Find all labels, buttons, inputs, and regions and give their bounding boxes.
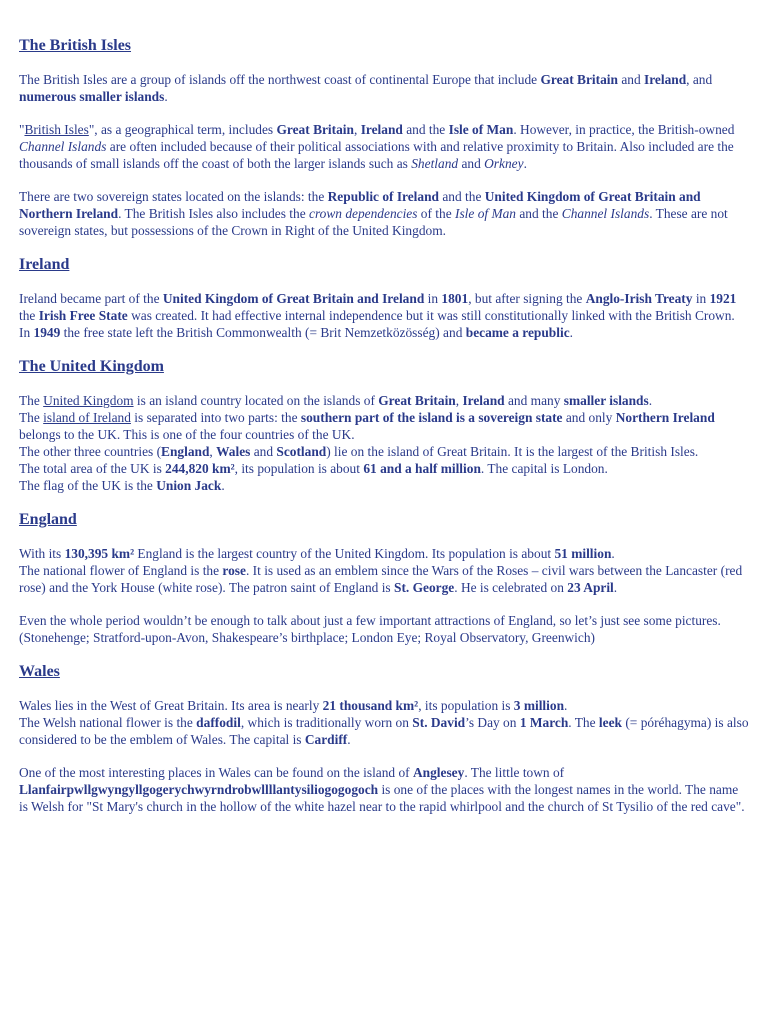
text-run: , bbox=[455, 393, 463, 408]
paragraph bbox=[19, 392, 749, 494]
section-heading: Wales bbox=[19, 663, 60, 680]
bold-text: 23 April bbox=[567, 580, 614, 595]
bold-text: 1921 bbox=[709, 291, 737, 306]
bold-text: Great Britain bbox=[540, 72, 618, 87]
text-run: and many bbox=[504, 393, 564, 408]
underlined-text: British Isles bbox=[24, 122, 89, 137]
text-run: . These are not sovereign states, but possessions of the Crown in Right of the United Kingdom. bbox=[19, 206, 728, 238]
bold-text: southern part of the island is a sovereign state bbox=[300, 410, 563, 425]
section-the-british-isles bbox=[19, 36, 749, 239]
text-run: The Welsh national flower is the bbox=[19, 715, 197, 730]
text-run: was created. It had effective internal independence but it was still constitutionally linked with the British Crown. In bbox=[19, 308, 735, 340]
bold-text: 61 and a half million bbox=[363, 461, 481, 476]
bold-text: Irish Free State bbox=[38, 308, 128, 323]
italic-text: crown dependencies bbox=[309, 206, 418, 221]
italic-text: Orkney bbox=[484, 156, 524, 171]
text-run: There are two sovereign states located on the islands: the bbox=[19, 189, 328, 204]
text-run: are often included because of their political associations with and relative proximity to Britain. Also included are the thousands of small islands off the coast of both the larger islands such as bbox=[19, 139, 734, 171]
bold-text: 21 thousand km² bbox=[322, 698, 419, 713]
text-run: Ireland became part of the bbox=[19, 291, 163, 306]
bold-text: Great Britain bbox=[378, 393, 456, 408]
text-run: . bbox=[523, 156, 527, 171]
bold-text: Republic of Ireland bbox=[327, 189, 439, 204]
paragraph bbox=[19, 71, 749, 105]
bold-text: rose bbox=[222, 563, 246, 578]
section-the-united-kingdom bbox=[19, 357, 749, 494]
text-run: The other three countries ( bbox=[19, 444, 162, 459]
text-run: . bbox=[221, 478, 225, 493]
text-run: , its population is about bbox=[234, 461, 364, 476]
text-run: ) lie on the island of Great Britain. It is the largest of the British Isles. bbox=[326, 444, 699, 459]
bold-text: Isle of Man bbox=[448, 122, 514, 137]
bold-text: 130,395 km² bbox=[64, 546, 135, 561]
italic-text: Channel Islands bbox=[561, 206, 650, 221]
bold-text: 3 million bbox=[513, 698, 565, 713]
bold-text: Union Jack bbox=[156, 478, 222, 493]
text-run: . The capital is London. bbox=[480, 461, 608, 476]
bold-text: United Kingdom of Great Britain and Northern Ireland bbox=[19, 189, 701, 221]
text-run: and only bbox=[562, 410, 616, 425]
text-run: Even the whole period wouldn’t be enough to talk about just a few important attractions of England, so let’s just see some pictures. (Stonehenge; Stratford-upon-Avon, Shakespeare’s birthplace; London Eye; Royal Observatory, Greenwich) bbox=[19, 613, 721, 645]
bold-text: 244,820 km² bbox=[165, 461, 235, 476]
text-run: . However, in practice, the British-owned bbox=[513, 122, 735, 137]
text-run: . bbox=[569, 325, 573, 340]
text-run: The British Isles are a group of islands off the northwest coast of continental Europe that include bbox=[19, 72, 541, 87]
bold-text: 1 March bbox=[519, 715, 569, 730]
bold-text: Anglo-Irish Treaty bbox=[585, 291, 693, 306]
text-run: (= póréhagyma) is also considered to be the emblem of Wales. The capital is bbox=[19, 715, 749, 747]
bold-text: Scotland bbox=[276, 444, 327, 459]
text-run: the free state left the British Commonwealth (= Brit Nemzetközösség) and bbox=[60, 325, 466, 340]
bold-text: 51 million bbox=[554, 546, 612, 561]
text-run: . The bbox=[568, 715, 599, 730]
underlined-text: island of Ireland bbox=[43, 410, 131, 425]
bold-text: smaller islands bbox=[563, 393, 649, 408]
bold-text: daffodil bbox=[196, 715, 241, 730]
text-run: is an island country located on the islands of bbox=[133, 393, 379, 408]
paragraph bbox=[19, 612, 749, 646]
text-run: is separated into two parts: the bbox=[130, 410, 301, 425]
bold-text: Llanfairpwllgwyngyllgogerychwyrndrobwllllantysiliogogogoch bbox=[19, 782, 379, 797]
text-run: The national flower of England is the bbox=[19, 563, 223, 578]
text-run: , which is traditionally worn on bbox=[240, 715, 413, 730]
text-run: and the bbox=[402, 122, 449, 137]
text-run: The bbox=[19, 393, 44, 408]
section-heading: England bbox=[19, 511, 77, 528]
text-run: belongs to the UK. This is one of the four countries of the UK. bbox=[19, 427, 355, 442]
text-run: . bbox=[611, 546, 615, 561]
text-run: of the bbox=[417, 206, 456, 221]
text-run: . bbox=[164, 89, 168, 104]
text-run: the bbox=[19, 308, 39, 323]
section-england bbox=[19, 510, 749, 646]
text-run: . bbox=[347, 732, 351, 747]
bold-text: United Kingdom of Great Britain and Ireland bbox=[162, 291, 425, 306]
bold-text: Ireland bbox=[360, 122, 403, 137]
italic-text: Channel Islands bbox=[19, 139, 107, 154]
paragraph bbox=[19, 188, 749, 239]
bold-text: 1801 bbox=[441, 291, 469, 306]
text-run: , and bbox=[686, 72, 713, 87]
text-run: and the bbox=[439, 189, 485, 204]
underlined-text: United Kingdom bbox=[43, 393, 134, 408]
text-run: With its bbox=[19, 546, 65, 561]
bold-text: Cardiff bbox=[304, 732, 348, 747]
text-run: . The little town of bbox=[464, 765, 565, 780]
paragraph bbox=[19, 545, 749, 596]
text-run: , bbox=[209, 444, 217, 459]
bold-text: Northern Ireland bbox=[615, 410, 715, 425]
bold-text: Ireland bbox=[462, 393, 505, 408]
text-run: " bbox=[19, 122, 25, 137]
text-run: England is the largest country of the United Kingdom. Its population is about bbox=[134, 546, 555, 561]
paragraph bbox=[19, 697, 749, 748]
section-heading: The British Isles bbox=[19, 37, 132, 54]
text-run: . bbox=[648, 393, 653, 408]
text-run: . He is celebrated on bbox=[454, 580, 568, 595]
section-ireland bbox=[19, 255, 749, 341]
section-wales bbox=[19, 662, 749, 815]
text-run: . It is used as an emblem since the Wars of the Roses – civil wars between the Lancaster (red rose) and the York House (white rose). The patron saint of England is bbox=[19, 563, 743, 595]
text-run: , its population is bbox=[418, 698, 514, 713]
italic-text: Isle of Man bbox=[455, 206, 517, 221]
text-run: . bbox=[564, 698, 568, 713]
bold-text: became a republic bbox=[465, 325, 570, 340]
text-run: and bbox=[617, 72, 644, 87]
italic-text: Shetland bbox=[411, 156, 459, 171]
text-run: in bbox=[692, 291, 710, 306]
text-run: and the bbox=[516, 206, 562, 221]
bold-text: Ireland bbox=[644, 72, 687, 87]
bold-text: Anglesey bbox=[412, 765, 465, 780]
bold-text: St. David bbox=[412, 715, 466, 730]
text-run: ’s Day on bbox=[465, 715, 520, 730]
paragraph bbox=[19, 121, 749, 172]
text-run: , but after signing the bbox=[468, 291, 586, 306]
text-run: and bbox=[250, 444, 277, 459]
bold-text: leek bbox=[598, 715, 622, 730]
section-heading: The United Kingdom bbox=[19, 358, 164, 375]
paragraph bbox=[19, 764, 749, 815]
section-heading: Ireland bbox=[19, 256, 70, 273]
text-run: ", as a geographical term, includes bbox=[88, 122, 277, 137]
text-run: Wales lies in the West of Great Britain. Its area is nearly bbox=[19, 698, 323, 713]
text-run: One of the most interesting places in Wales can be found on the island of bbox=[19, 765, 413, 780]
text-run: and bbox=[458, 156, 485, 171]
text-run: is one of the places with the longest names in the world. The name is Welsh for "St Mary's church in the hollow of the white hazel near to the rapid whirlpool and the church of St Tysilio of the red cave". bbox=[19, 782, 745, 814]
paragraph bbox=[19, 290, 749, 341]
bold-text: St. George bbox=[394, 580, 455, 595]
text-run: The bbox=[19, 410, 44, 425]
bold-text: numerous smaller islands bbox=[19, 89, 165, 104]
text-run: The flag of the UK is the bbox=[19, 478, 157, 493]
bold-text: England bbox=[161, 444, 210, 459]
text-run: in bbox=[424, 291, 442, 306]
bold-text: 1949 bbox=[33, 325, 61, 340]
bold-text: Great Britain bbox=[276, 122, 354, 137]
text-run: . bbox=[613, 580, 618, 595]
text-run: The total area of the UK is bbox=[19, 461, 166, 476]
text-run: . The British Isles also includes the bbox=[118, 206, 309, 221]
bold-text: Wales bbox=[216, 444, 251, 459]
text-run: , bbox=[353, 122, 361, 137]
